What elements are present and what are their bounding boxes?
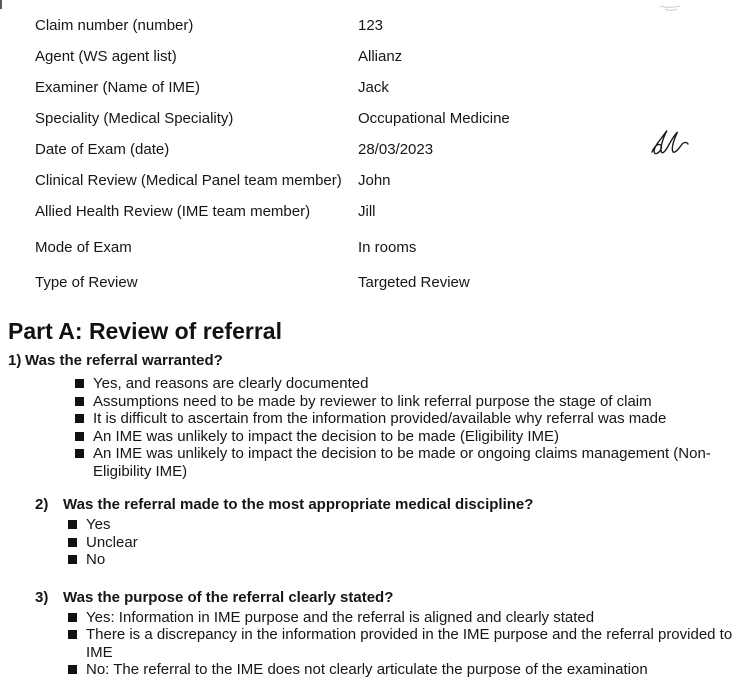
checkbox-bullet-icon xyxy=(68,665,77,674)
option-item xyxy=(68,626,752,661)
form-label: Examiner (Name of IME) xyxy=(35,79,201,96)
checkbox-bullet-icon xyxy=(75,432,84,441)
option-item xyxy=(68,551,752,569)
form-row-clinical-review xyxy=(35,172,752,203)
question-2-options xyxy=(68,516,752,569)
question-1-heading xyxy=(8,352,752,370)
checkbox-bullet-icon xyxy=(68,630,77,639)
form-row-speciality xyxy=(35,110,752,141)
form-value: Allianz xyxy=(358,48,403,65)
form-label: Claim number (number) xyxy=(35,17,194,34)
page-edge-artifact xyxy=(0,0,2,9)
form-value: Jack xyxy=(358,79,389,96)
question-text: Was the referral warranted? xyxy=(25,352,223,369)
handwritten-initials xyxy=(648,128,692,160)
checkbox-bullet-icon xyxy=(68,613,77,622)
option-label: No xyxy=(86,551,106,568)
question-number: 2) xyxy=(35,496,49,513)
checkbox-bullet-icon xyxy=(68,555,77,564)
form-row-allied-health-review xyxy=(35,203,752,239)
option-label: There is a discrepancy in the information provided in the IME purpose and the referral provided to IME xyxy=(86,626,733,661)
question-text: Was the referral made to the most appropriate medical discipline? xyxy=(63,496,534,513)
question-1 xyxy=(8,352,752,480)
option-label: It is difficult to ascertain from the information provided/available why referral was made xyxy=(93,410,667,427)
question-number: 1) xyxy=(8,352,22,369)
header-form xyxy=(0,0,752,305)
option-item xyxy=(68,661,752,679)
handwriting-artifact xyxy=(656,0,686,8)
form-value: In rooms xyxy=(358,239,417,256)
option-label: No: The referral to the IME does not clearly articulate the purpose of the examination xyxy=(86,661,648,678)
option-item xyxy=(68,516,752,534)
form-label: Type of Review xyxy=(35,274,138,291)
checkbox-bullet-icon xyxy=(75,414,84,423)
checkbox-bullet-icon xyxy=(75,379,84,388)
option-label: An IME was unlikely to impact the decision to be made or ongoing claims management (Non-Eligibility IME) xyxy=(93,445,711,480)
checkbox-bullet-icon xyxy=(68,538,77,547)
form-value: 123 xyxy=(358,17,384,34)
form-label: Allied Health Review (IME team member) xyxy=(35,203,311,220)
question-number: 3) xyxy=(35,588,49,606)
option-item xyxy=(68,534,752,552)
form-row-agent xyxy=(35,48,752,79)
checkbox-bullet-icon xyxy=(75,449,84,458)
option-item xyxy=(75,410,752,428)
option-label: Yes, and reasons are clearly documented xyxy=(93,375,369,392)
form-value: Jill xyxy=(358,203,376,220)
form-label: Speciality (Medical Speciality) xyxy=(35,110,234,127)
option-item xyxy=(75,393,752,411)
part-a-title: Part A: Review of referral xyxy=(8,318,282,344)
form-value: Targeted Review xyxy=(358,274,470,291)
option-label: Assumptions need to be made by reviewer to link referral purpose the stage of claim xyxy=(93,392,652,410)
checkbox-bullet-icon xyxy=(68,520,77,529)
form-row-type-of-review xyxy=(35,274,752,305)
form-value: Occupational Medicine xyxy=(358,110,510,127)
form-label: Mode of Exam xyxy=(35,239,132,256)
question-text: Was the purpose of the referral clearly stated? xyxy=(63,588,394,606)
form-value: 28/03/2023 xyxy=(358,141,434,158)
form-row-mode-of-exam xyxy=(35,239,752,274)
form-row-exam-date xyxy=(35,141,752,172)
form-value: John xyxy=(358,172,391,189)
question-3 xyxy=(35,589,752,679)
option-label: Unclear xyxy=(86,533,138,551)
form-row-claim-number xyxy=(35,17,752,48)
option-item xyxy=(68,609,752,627)
option-label: An IME was unlikely to impact the decision to be made (Eligibility IME) xyxy=(93,427,560,445)
question-3-options xyxy=(68,609,752,679)
option-label: Yes: Information in IME purpose and the referral is aligned and clearly stated xyxy=(86,608,595,626)
option-item xyxy=(75,375,752,393)
form-label: Date of Exam (date) xyxy=(35,141,170,158)
option-item xyxy=(75,445,752,480)
option-label: Yes xyxy=(86,516,111,533)
form-label: Clinical Review (Medical Panel team member) xyxy=(35,172,342,189)
checkbox-bullet-icon xyxy=(75,397,84,406)
question-2 xyxy=(35,496,752,569)
option-item xyxy=(75,428,752,446)
form-label: Agent (WS agent list) xyxy=(35,48,177,65)
form-row-examiner xyxy=(35,79,752,110)
question-1-options xyxy=(75,375,752,480)
question-3-heading xyxy=(35,589,752,607)
question-2-heading xyxy=(35,496,752,514)
